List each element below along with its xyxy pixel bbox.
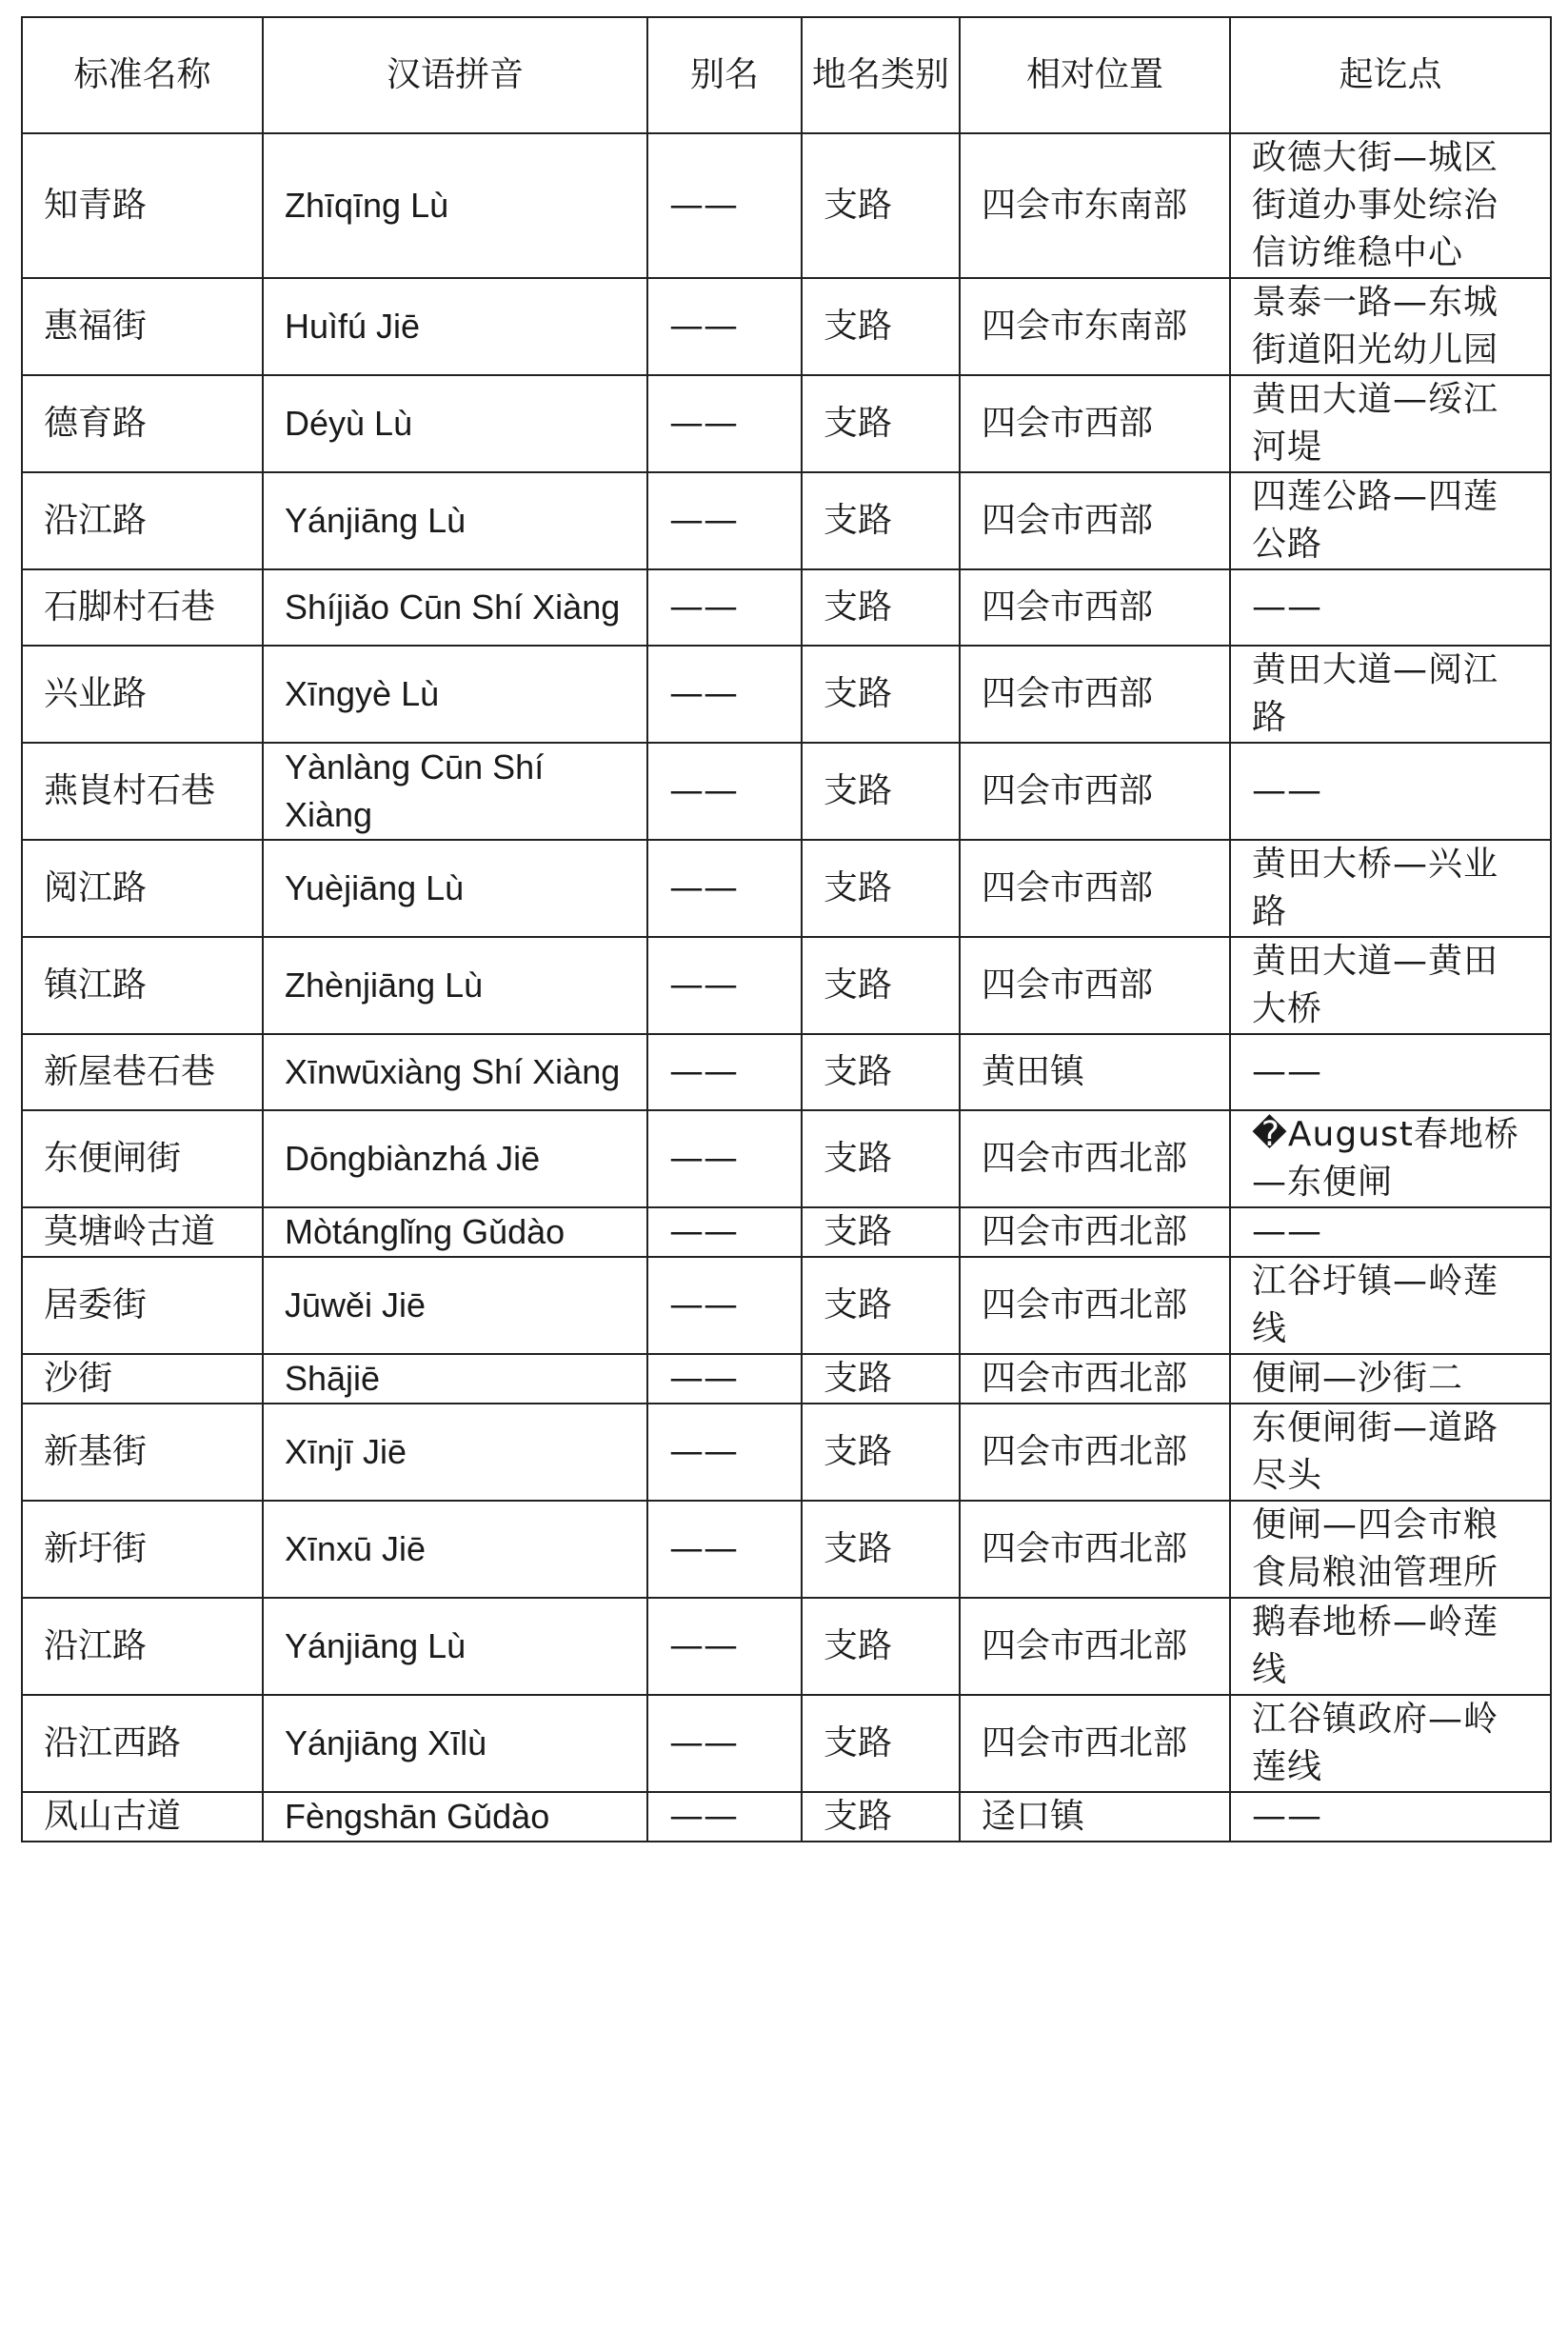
cell-start-end-points: 鹅春地桥—岭莲线 [1230,1598,1551,1695]
cell-alias: —— [647,1792,802,1842]
table-row [22,472,1551,569]
cell-category: 支路 [802,1695,960,1792]
cell-start-end-points: —— [1230,1792,1551,1842]
cell-category: 支路 [802,1792,960,1842]
table-row [22,1207,1551,1257]
cell-category: 支路 [802,1110,960,1207]
cell-pinyin: Yánjiāng Lù [263,472,647,569]
cell-relative-position: 四会市西部 [960,375,1230,472]
cell-start-end-points: 黄田大桥—兴业路 [1230,840,1551,937]
cell-start-end-points: —— [1230,1034,1551,1110]
cell-alias: —— [647,840,802,937]
cell-start-end-points: 黄田大道—黄田大桥 [1230,937,1551,1034]
table-row [22,937,1551,1034]
cell-relative-position: 黄田镇 [960,1034,1230,1110]
cell-start-end-points: 黄田大道—绥江河堤 [1230,375,1551,472]
table-row [22,743,1551,840]
header-relative-position: 相对位置 [960,17,1230,133]
cell-category: 支路 [802,1207,960,1257]
cell-start-end-points: —— [1230,1207,1551,1257]
table-row [22,1792,1551,1842]
cell-start-end-points: 江谷镇政府—岭莲线 [1230,1695,1551,1792]
cell-category: 支路 [802,133,960,278]
cell-pinyin: Yánjiāng Lù [263,1598,647,1695]
cell-alias: —— [647,1695,802,1792]
table-row [22,1598,1551,1695]
cell-alias: —— [647,472,802,569]
cell-relative-position: 四会市西北部 [960,1257,1230,1354]
cell-start-end-points: 四莲公路—四莲公路 [1230,472,1551,569]
cell-pinyin: Shājiē [263,1354,647,1404]
cell-standard-name: 新基街 [22,1404,263,1501]
table-row [22,840,1551,937]
cell-relative-position: 四会市西部 [960,646,1230,743]
cell-alias: —— [647,1257,802,1354]
table-row [22,569,1551,646]
header-standard-name: 标准名称 [22,17,263,133]
cell-category: 支路 [802,375,960,472]
cell-pinyin: Xīngyè Lù [263,646,647,743]
cell-relative-position: 四会市西北部 [960,1404,1230,1501]
cell-category: 支路 [802,743,960,840]
table-row [22,278,1551,375]
cell-start-end-points: 景泰一路—东城街道阳光幼儿园 [1230,278,1551,375]
cell-relative-position: 四会市西部 [960,840,1230,937]
cell-category: 支路 [802,278,960,375]
cell-pinyin: Yànlàng Cūn Shí Xiàng [263,743,647,840]
cell-category: 支路 [802,840,960,937]
cell-category: 支路 [802,1354,960,1404]
cell-alias: —— [647,646,802,743]
cell-relative-position: 四会市东南部 [960,278,1230,375]
table-row [22,1695,1551,1792]
cell-alias: —— [647,1354,802,1404]
table-row [22,1034,1551,1110]
cell-relative-position: 四会市西北部 [960,1354,1230,1404]
table-row [22,1404,1551,1501]
cell-alias: —— [647,1598,802,1695]
table-row [22,133,1551,278]
cell-standard-name: 燕崀村石巷 [22,743,263,840]
cell-start-end-points: 江谷圩镇—岭莲线 [1230,1257,1551,1354]
cell-standard-name: 沿江路 [22,472,263,569]
cell-start-end-points: —— [1230,569,1551,646]
cell-relative-position: 四会市西部 [960,937,1230,1034]
cell-standard-name: 知青路 [22,133,263,278]
cell-start-end-points: 黄田大道—阅江路 [1230,646,1551,743]
cell-category: 支路 [802,937,960,1034]
cell-alias: —— [647,278,802,375]
header-start-end-points: 起讫点 [1230,17,1551,133]
cell-pinyin: Huìfú Jiē [263,278,647,375]
cell-category: 支路 [802,646,960,743]
cell-category: 支路 [802,1404,960,1501]
cell-pinyin: Déyù Lù [263,375,647,472]
cell-pinyin: Zhènjiāng Lù [263,937,647,1034]
header-category: 地名类别 [802,17,960,133]
place-name-table [21,16,1552,1842]
cell-category: 支路 [802,1598,960,1695]
cell-alias: —— [647,133,802,278]
table-body [22,133,1551,1842]
cell-category: 支路 [802,472,960,569]
cell-standard-name: 东便闸街 [22,1110,263,1207]
cell-standard-name: 沿江西路 [22,1695,263,1792]
cell-standard-name: 阅江路 [22,840,263,937]
cell-relative-position: 四会市西北部 [960,1110,1230,1207]
cell-standard-name: 德育路 [22,375,263,472]
cell-relative-position: 四会市西北部 [960,1207,1230,1257]
cell-category: 支路 [802,1034,960,1110]
cell-alias: —— [647,1501,802,1598]
cell-alias: —— [647,375,802,472]
cell-standard-name: 惠福街 [22,278,263,375]
cell-start-end-points: 便闸—沙街二 [1230,1354,1551,1404]
cell-alias: —— [647,569,802,646]
cell-category: 支路 [802,1257,960,1354]
cell-pinyin: Zhīqīng Lù [263,133,647,278]
cell-pinyin: Yuèjiāng Lù [263,840,647,937]
cell-standard-name: 沙街 [22,1354,263,1404]
cell-standard-name: 新圩街 [22,1501,263,1598]
cell-start-end-points: 便闸—四会市粮食局粮油管理所 [1230,1501,1551,1598]
cell-start-end-points: 政德大街—城区街道办事处综治信访维稳中心 [1230,133,1551,278]
cell-pinyin: Xīnwūxiàng Shí Xiàng [263,1034,647,1110]
cell-category: 支路 [802,1501,960,1598]
cell-relative-position: 四会市西部 [960,472,1230,569]
cell-start-end-points: �August春地桥—东便闸 [1230,1110,1551,1207]
cell-standard-name: 居委街 [22,1257,263,1354]
table-row [22,1110,1551,1207]
cell-relative-position: 四会市西北部 [960,1598,1230,1695]
table-row [22,1354,1551,1404]
cell-pinyin: Jūwěi Jiē [263,1257,647,1354]
cell-category: 支路 [802,569,960,646]
cell-pinyin: Dōngbiànzhá Jiē [263,1110,647,1207]
cell-pinyin: Xīnjī Jiē [263,1404,647,1501]
cell-alias: —— [647,1207,802,1257]
cell-start-end-points: 东便闸街—道路尽头 [1230,1404,1551,1501]
header-pinyin: 汉语拼音 [263,17,647,133]
cell-pinyin: Xīnxū Jiē [263,1501,647,1598]
table-row [22,375,1551,472]
cell-standard-name: 沿江路 [22,1598,263,1695]
cell-relative-position: 四会市西北部 [960,1695,1230,1792]
cell-start-end-points: —— [1230,743,1551,840]
cell-pinyin: Fèngshān Gǔdào [263,1792,647,1842]
cell-alias: —— [647,937,802,1034]
table-header-row [22,17,1551,133]
header-alias: 别名 [647,17,802,133]
cell-pinyin: Yánjiāng Xīlù [263,1695,647,1792]
table-row [22,1257,1551,1354]
cell-relative-position: 四会市西部 [960,743,1230,840]
table-row [22,1501,1551,1598]
cell-relative-position: 四会市西北部 [960,1501,1230,1598]
cell-pinyin: Mòtánglǐng Gǔdào [263,1207,647,1257]
cell-relative-position: 四会市西部 [960,569,1230,646]
cell-standard-name: 莫塘岭古道 [22,1207,263,1257]
cell-alias: —— [647,1110,802,1207]
cell-alias: —— [647,743,802,840]
cell-pinyin: Shíjiǎo Cūn Shí Xiàng [263,569,647,646]
cell-standard-name: 兴业路 [22,646,263,743]
cell-relative-position: 迳口镇 [960,1792,1230,1842]
cell-standard-name: 镇江路 [22,937,263,1034]
cell-standard-name: 凤山古道 [22,1792,263,1842]
cell-standard-name: 石脚村石巷 [22,569,263,646]
cell-relative-position: 四会市东南部 [960,133,1230,278]
cell-alias: —— [647,1404,802,1501]
cell-standard-name: 新屋巷石巷 [22,1034,263,1110]
table-row [22,646,1551,743]
cell-alias: —— [647,1034,802,1110]
